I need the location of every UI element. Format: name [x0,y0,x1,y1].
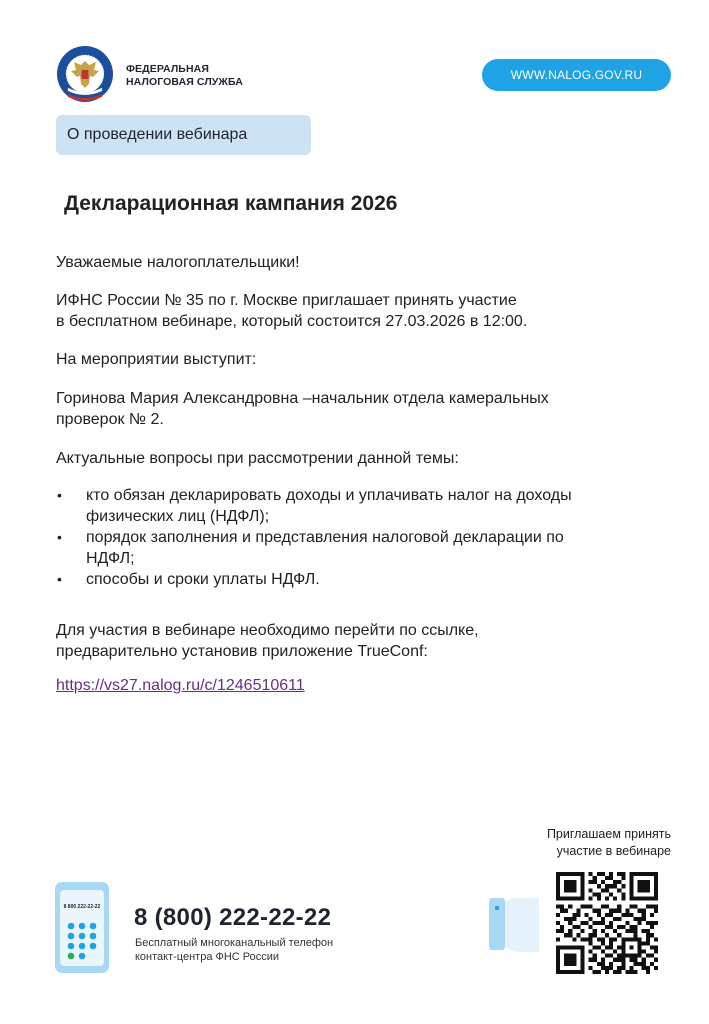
fns-logo [56,44,114,104]
webinar-link[interactable]: https://vs27.nalog.ru/c/1246510611 [56,677,305,694]
greeting: Уважаемые налогоплательщики! [56,254,300,271]
participation-paragraph [56,620,479,662]
bullet-icon: • [57,487,62,503]
qr-caption-line2: участие в вебинаре [556,844,671,858]
qr-caption [547,826,671,860]
qr-caption-line1: Приглашаем принять [546,827,671,841]
topics-list [56,485,666,590]
speaker-line2: проверок № 2. [56,411,164,428]
website-button[interactable]: WWW.NALOG.GOV.RU [482,59,671,91]
bullet-icon: • [57,571,62,587]
speaker-paragraph [56,388,549,430]
phone-screen-text: 8 800 222-22-22 [63,904,101,910]
hotline-description-line1: Бесплатный многоканальный телефон [135,937,334,949]
hotline-description-line2: контакт-центра ФНС России [135,951,280,963]
org-name-line2: НАЛОГОВАЯ СЛУЖБА [126,76,243,88]
qr-code[interactable] [556,872,658,974]
invitation-line1: ИФНС России № 35 по г. Москве приглашает принять участие [56,292,517,309]
topic-line: физических лиц (НДФЛ); [86,508,270,525]
speaker-intro: На мероприятии выступит: [56,351,257,368]
page-title: Декларационная кампания 2026 [64,192,398,215]
org-name-line1: ФЕДЕРАЛЬНАЯ [126,63,209,75]
hotline-description [135,936,333,964]
phone-icon [55,882,109,973]
list-item [56,485,666,527]
list-item [56,527,666,569]
org-name [126,63,243,89]
participation-prefix: предварительно установив приложение [56,643,358,660]
list-item [56,569,666,590]
topics-intro: Актуальные вопросы при рассмотрении данной темы: [56,450,459,467]
phone-scan-icon [489,898,539,952]
invitation-paragraph [56,290,527,332]
speaker-line1: Горинова Мария Александровна –начальник отдела камеральных [56,390,549,407]
hotline-number[interactable]: 8 (800) 222-22-22 [134,904,332,931]
app-name: TrueConf [357,643,424,660]
topic-line: порядок заполнения и представления налоговой декларации по [86,529,564,546]
bullet-icon: • [57,529,62,545]
participation-line1: Для участия в вебинаре необходимо перейти по ссылке, [56,622,479,639]
topic-tag: О проведении вебинара [56,115,311,155]
topic-line: кто обязан декларировать доходы и уплачивать налог на доходы [86,487,572,504]
invitation-line2: в бесплатном вебинаре, который состоится 27.03.2026 в 12:00. [56,313,528,330]
topic-line: способы и сроки уплаты НДФЛ. [86,571,320,588]
participation-suffix: : [423,643,428,660]
topic-line: НДФЛ; [86,550,135,567]
participation-line2 [56,641,479,662]
